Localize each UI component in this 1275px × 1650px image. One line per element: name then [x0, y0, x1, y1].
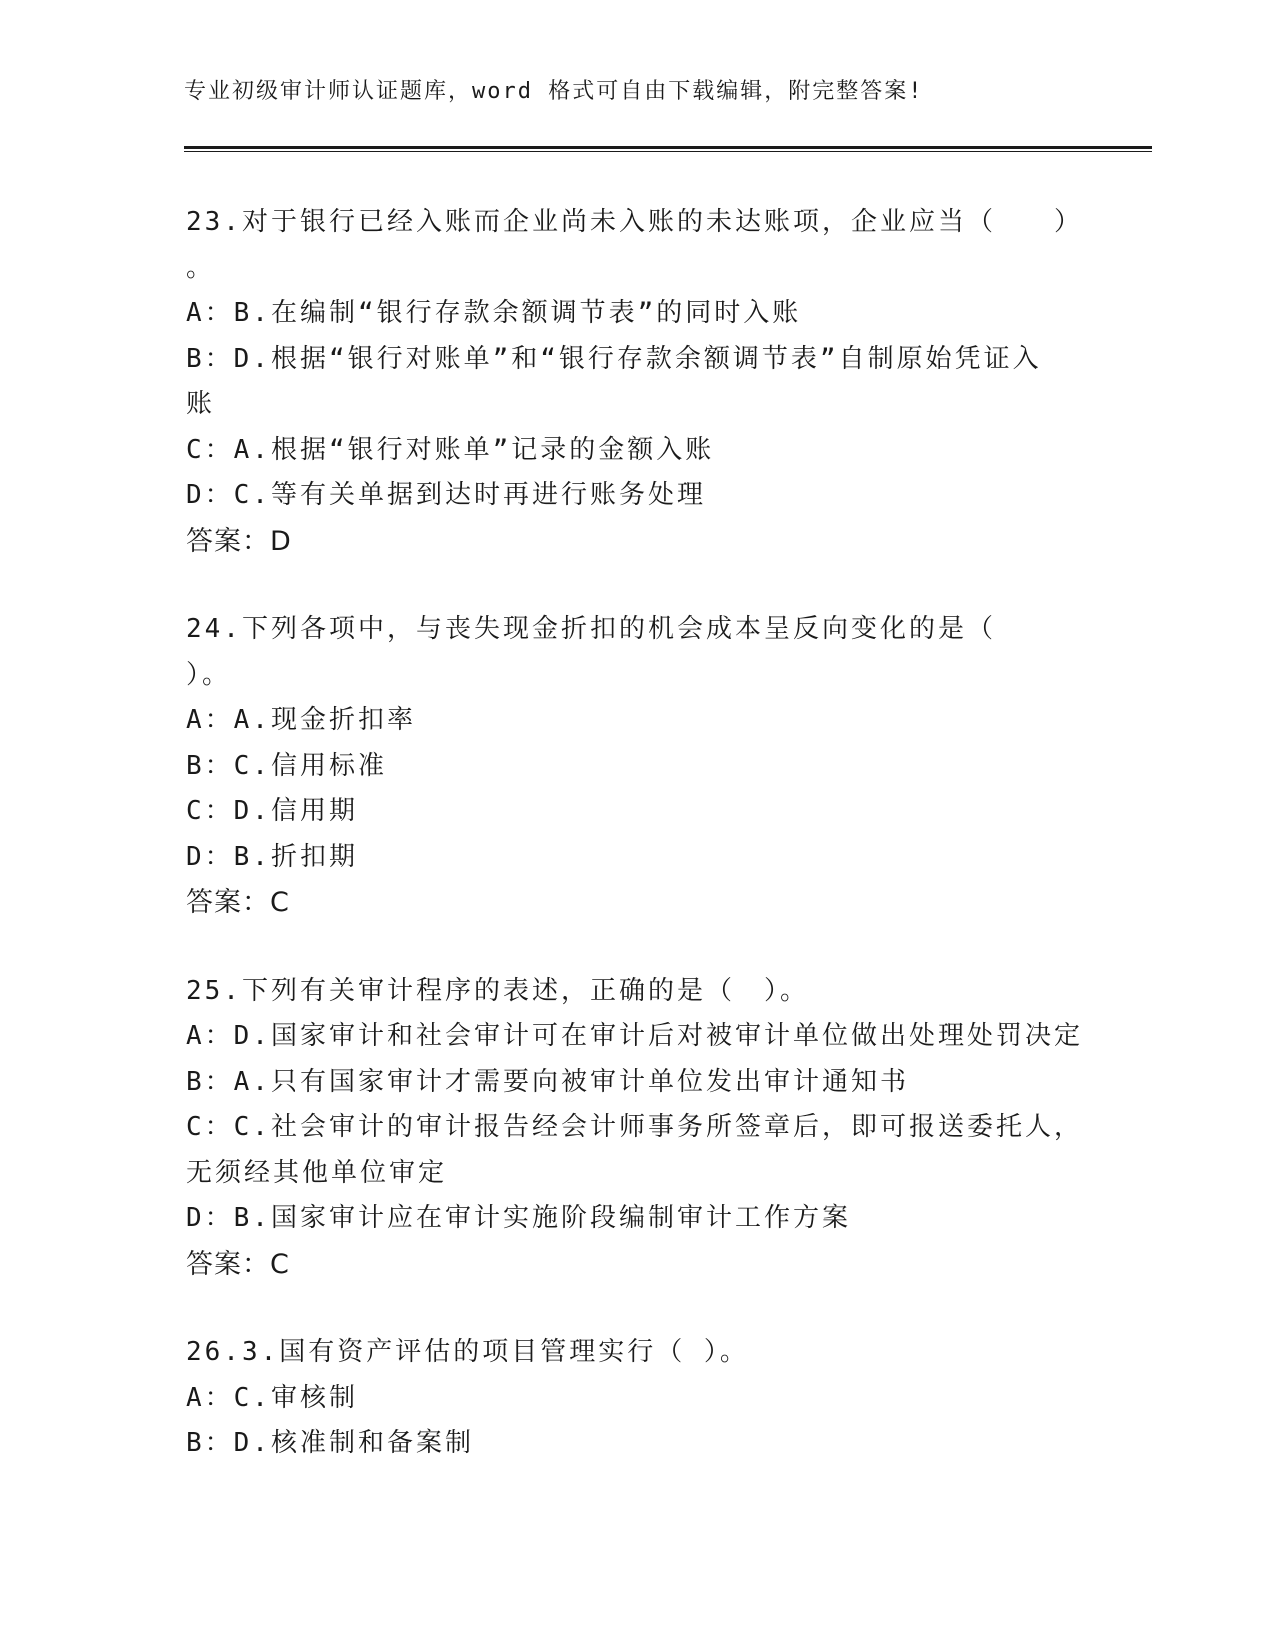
answer-label: 答案：C: [186, 1248, 290, 1280]
option-d: D：B.国家审计应在审计实施阶段编制审计工作方案: [186, 1203, 851, 1233]
question-24: [186, 607, 1086, 926]
option-a: A：D.国家审计和社会审计可在审计后对被审计单位做出处理处罚决定: [186, 1021, 1083, 1051]
question-stem: 25.下列有关审计程序的表述，正确的是（ ）。: [186, 975, 809, 1006]
question-stem-continued: 。: [186, 252, 216, 283]
option-b: B：A.只有国家审计才需要向被审计单位发出审计通知书: [186, 1066, 909, 1097]
option-c: C：A.根据“银行对账单”记录的金额入账: [186, 434, 715, 465]
option-d: D：C.等有关单据到达时再进行账务处理: [186, 480, 706, 510]
option-d: D：B.折扣期: [186, 841, 358, 872]
option-b: B：D.核准制和备案制: [186, 1428, 474, 1458]
option-b: B：C.信用标准: [186, 750, 387, 781]
question-stem: 23.对于银行已经入账而企业尚未入账的未达账项，企业应当（ ）: [186, 207, 1083, 237]
option-c: C：C.社会审计的审计报告经会计师事务所签章后，即可报送委托人，: [186, 1112, 1083, 1142]
question-stem-continued: ）。: [186, 659, 232, 690]
answer-label: 答案：D: [186, 525, 292, 557]
question-list: [186, 200, 1086, 1510]
header-divider: [184, 146, 1152, 152]
question-stem: 24.下列各项中，与丧失现金折扣的机会成本呈反向变化的是（: [186, 614, 996, 644]
option-b-continued: 账: [186, 389, 216, 419]
page-header: 专业初级审计师认证题库，word 格式可自由下载编辑，附完整答案!: [184, 79, 924, 104]
answer-label: 答案：C: [186, 887, 290, 918]
option-c: C：D.信用期: [186, 796, 358, 826]
question-stem: 26.3.国有资产评估的项目管理实行（ ）。: [186, 1337, 749, 1367]
option-a: A：A.现金折扣率: [186, 705, 416, 735]
question-25: [186, 969, 1086, 1288]
option-a: A：B.在编制“银行存款余额调节表”的同时入账: [186, 298, 802, 328]
option-c-continued: 无须经其他单位审定: [186, 1157, 448, 1188]
question-26: [186, 1330, 1086, 1467]
question-23: [186, 200, 1086, 564]
option-a: A：C.审核制: [186, 1382, 358, 1413]
option-b: B：D.根据“银行对账单”和“银行存款余额调节表”自制原始凭证入: [186, 343, 1042, 374]
